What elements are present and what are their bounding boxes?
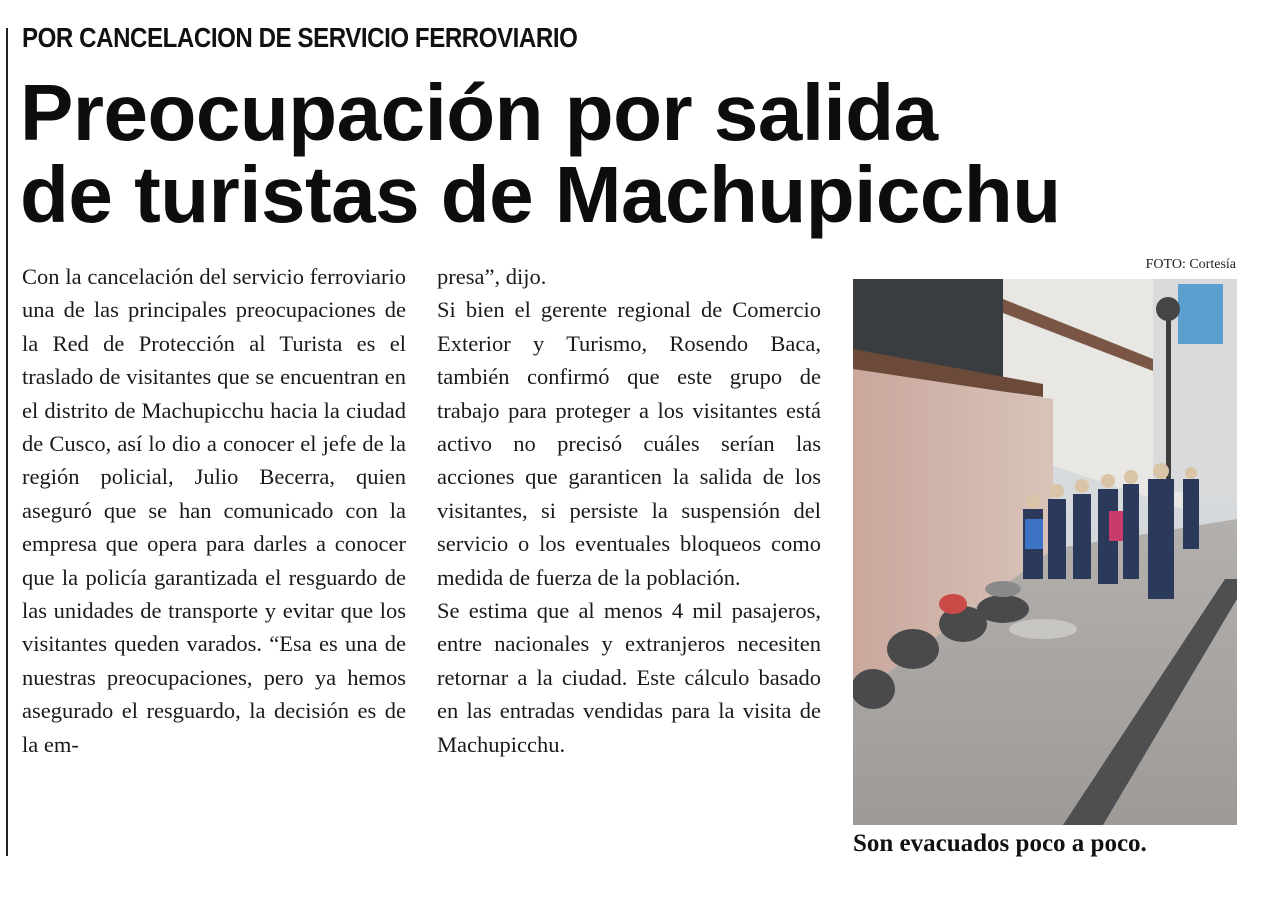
news-photo [853,279,1237,825]
body-paragraph: Si bien el gerente regional de Comercio Exterior y Turismo, Rosendo Baca, también confirmó que este grupo de trabajo para proteger a los visitantes está activo no precisó cuáles serían las acciones que garanticen la salida de los visitantes, si persiste la suspensión del servicio o los eventuales bloqueos como medida de fuerza de la población. [437,297,821,590]
headline-line-1: Preocupación por salida [20,68,938,157]
body-paragraph: Se estima que al menos 4 mil pasajeros, entre nacionales y extranjeros necesiten retornar a la ciudad. Este cálculo basado en las entradas vendidas para la visita de Machupicchu. [437,598,821,757]
headline-line-2: de turistas de Machupicchu [20,150,1061,239]
photo-credit: FOTO: Cortesía [1145,257,1236,272]
photo-caption: Son evacuados poco a poco. [853,830,1147,857]
kicker: POR CANCELACION DE SERVICIO FERROVIARIO [22,22,578,53]
body-paragraph: presa”, dijo. [437,264,547,289]
body-paragraph: Con la cancelación del servicio ferroviario una de las principales preocupaciones de la Red de Protección al Turista es el traslado de visitantes que se encuentran en el distrito de Machupicchu hacia la ciudad de Cusco, así lo dio a conocer el jefe de la región policial, Julio Becerra, quien aseguró que se han comunicado con la empresa que opera para darles a conocer que la policía garantizada el resguardo de las unidades de transporte y evitar que los visitantes queden varados. “Esa es una de nuestras preocupaciones, pero ya hemos asegurado el resguardo, la decisión es de la em- [22,264,406,757]
headline [20,68,1250,239]
article-column-1 [22,260,406,761]
street-scene-illustration [853,279,1237,825]
column-rule [6,28,8,856]
article-column-2 [437,260,821,761]
